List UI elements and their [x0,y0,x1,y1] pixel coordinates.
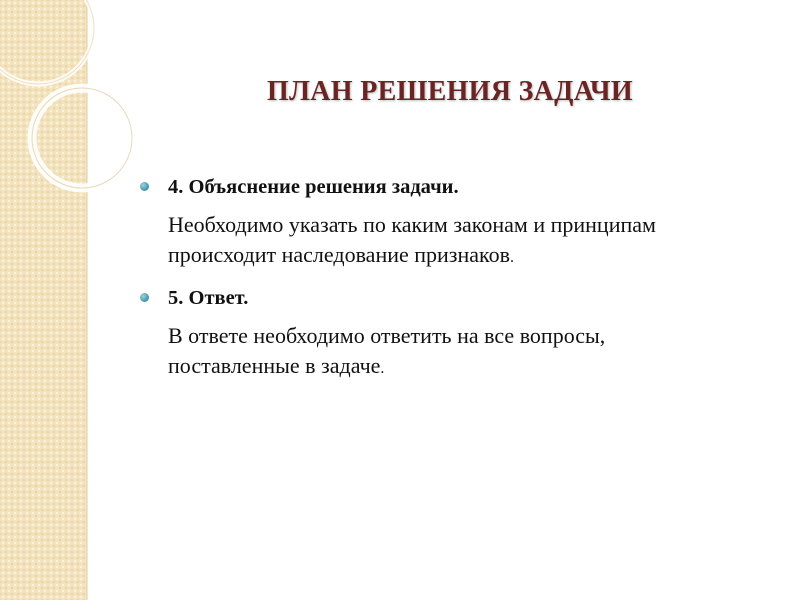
bullet-dot-icon [140,293,149,302]
decorative-ring-middle [32,88,132,188]
slide-title: ПЛАН РЕШЕНИЯ ЗАДАЧИ [267,76,633,107]
bullet-dot-icon [140,182,149,191]
bullet-description [140,210,770,273]
bullet-item-answer [140,283,770,313]
description-line: В ответе необходимо ответить на все вопросы, [168,323,606,348]
decorative-ring-top-inner [0,0,94,84]
description-period: . [510,249,514,266]
description-line: происходит наследование признаков [168,242,510,267]
description-period: . [380,360,385,377]
description-line: поставленные в задаче [168,353,381,378]
bullet-item-explanation [140,172,770,202]
bullet-heading: 5. Ответ. [168,287,249,309]
decorative-ring-top [0,0,94,84]
bullet-heading: 4. Объяснение решения задачи. [168,176,459,198]
decorative-rings [0,0,130,260]
description-line: Необходимо указать по каким законам и принципам [168,212,656,237]
slide-content [140,172,770,394]
bullet-description [140,321,770,384]
